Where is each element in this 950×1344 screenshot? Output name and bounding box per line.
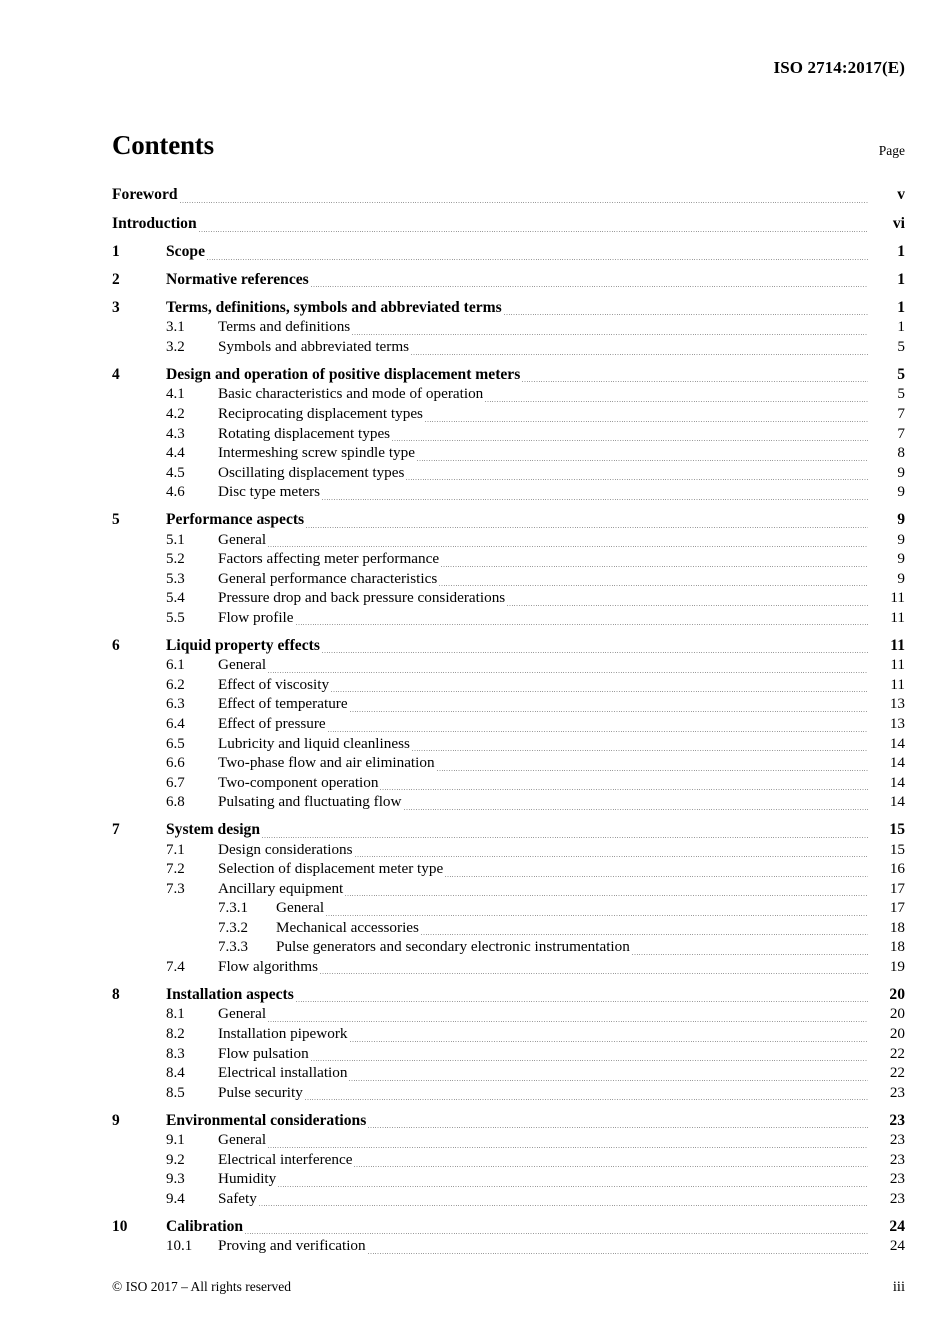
toc-entry-label: Pulse security	[218, 1083, 303, 1101]
toc-entry[interactable]	[112, 405, 905, 425]
dot-leader	[411, 354, 868, 355]
toc-entry[interactable]	[112, 366, 905, 386]
toc-entry-page-number: 15	[889, 840, 905, 858]
dot-leader	[322, 652, 868, 653]
running-header-doc-id: ISO 2714:2017(E)	[773, 58, 905, 77]
toc-entry-label: Introduction	[112, 215, 197, 233]
toc-entry[interactable]	[112, 695, 905, 715]
dot-leader	[199, 231, 868, 232]
toc-entry-label: Environmental considerations	[166, 1111, 367, 1129]
toc-entry-label: Disc type meters	[218, 483, 321, 501]
toc-entry-number: 4	[112, 365, 120, 383]
dot-leader	[437, 770, 868, 771]
dot-leader	[350, 1041, 869, 1042]
dot-leader	[305, 1099, 868, 1100]
toc-entry-label: Terms and definitions	[218, 318, 351, 336]
toc-entry[interactable]	[112, 1084, 905, 1104]
toc-entry-number: 8.5	[166, 1084, 185, 1101]
toc-entry-number: 6.3	[166, 696, 185, 713]
toc-entry-label: Performance aspects	[166, 511, 305, 529]
toc-entry-page-number: 18	[889, 918, 905, 936]
toc-entry-page-number: 1	[897, 318, 905, 336]
toc-entry-number: 6.5	[166, 735, 185, 752]
page-column-header: Page	[878, 143, 905, 158]
toc-entry-label: Design and operation of positive displacement meters	[166, 365, 521, 383]
toc-entry-page-number: 15	[889, 821, 905, 839]
dot-leader	[368, 1127, 868, 1128]
toc-entry-number: 1	[112, 242, 120, 260]
toc-entry-label: Two-component operation	[218, 773, 379, 791]
dot-leader	[417, 460, 868, 461]
toc-entry-number: 9.1	[166, 1132, 185, 1149]
toc-entry-page-number: 11	[890, 589, 905, 607]
toc-entry-page-number: 1	[897, 270, 905, 288]
toc-entry-number: 6.2	[166, 676, 185, 693]
toc-entry-label: Proving and verification	[218, 1237, 366, 1255]
toc-entry-number: 5.2	[166, 551, 185, 568]
dot-leader	[278, 1186, 868, 1187]
toc-entry-page-number: 11	[890, 636, 905, 654]
toc-entry-number: 7.4	[166, 958, 185, 975]
toc-entry-number: 7.3.2	[218, 919, 248, 936]
toc-entry-label: General	[276, 899, 325, 917]
toc-entry-label: Oscillating displacement types	[218, 463, 405, 481]
toc-entry-label: System design	[166, 821, 261, 839]
dot-leader	[354, 1166, 868, 1167]
dot-leader	[331, 691, 868, 692]
dot-leader	[268, 672, 868, 673]
toc-entry-page-number: v	[897, 186, 905, 203]
toc-entry-label: Foreword	[112, 186, 178, 203]
toc-entry-number: 6.7	[166, 774, 185, 791]
toc-entry-page-number: 20	[889, 985, 905, 1003]
toc-entry-page-number: 8	[897, 444, 905, 462]
toc-entry[interactable]	[112, 938, 905, 958]
toc-entry-number: 5.5	[166, 609, 185, 626]
toc-entry-page-number: 20	[889, 1005, 905, 1023]
toc-entry-number: 7.2	[166, 861, 185, 878]
toc-entry-label: Flow pulsation	[218, 1044, 309, 1062]
toc-entry-page-number: 17	[889, 899, 905, 917]
toc-entry-page-number: 11	[890, 656, 905, 674]
dot-leader	[268, 1147, 868, 1148]
toc-entry-page-number: 5	[897, 365, 905, 383]
toc-entry-label: Two-phase flow and air elimination	[218, 754, 435, 772]
toc-entry-number: 7.3.3	[218, 939, 248, 956]
toc-entry[interactable]	[112, 1131, 905, 1151]
toc-entry-label: Ancillary equipment	[218, 879, 344, 897]
toc-entry-label: General	[218, 1005, 267, 1023]
toc-entry-page-number: 18	[889, 938, 905, 956]
toc-entry-page-number: 11	[890, 608, 905, 626]
toc-entry-page-number: vi	[892, 215, 905, 233]
toc-entry[interactable]	[112, 338, 905, 358]
toc-entry-label: Effect of viscosity	[218, 675, 330, 693]
toc-entry[interactable]	[112, 243, 905, 263]
toc-entry[interactable]	[112, 1190, 905, 1210]
toc-entry-number: 9	[112, 1111, 120, 1129]
dot-leader	[350, 711, 868, 712]
toc-entry-page-number: 16	[889, 860, 905, 878]
toc-entry-label: Installation pipework	[218, 1024, 348, 1042]
toc-entry[interactable]	[112, 656, 905, 676]
toc-entry[interactable]	[112, 425, 905, 445]
toc-entry-page-number: 7	[897, 424, 905, 442]
toc-entry[interactable]	[112, 986, 905, 1006]
dot-leader	[355, 856, 868, 857]
toc-entry-page-number: 1	[897, 298, 905, 316]
toc-entry[interactable]	[112, 880, 905, 900]
dot-leader	[311, 1060, 868, 1061]
toc-entry-number: 5.4	[166, 590, 185, 607]
toc-entry-number: 10	[112, 1217, 128, 1235]
toc-entry-label: Pulse generators and secondary electronic instrumentation	[276, 938, 630, 956]
toc-entry-page-number: 24	[889, 1217, 905, 1235]
dot-leader	[320, 973, 868, 974]
toc-entry-number: 3	[112, 298, 120, 316]
toc-entry[interactable]	[112, 511, 905, 531]
toc-entry[interactable]	[112, 1064, 905, 1084]
toc-entry-page-number: 17	[889, 879, 905, 897]
dot-leader	[259, 1205, 868, 1206]
toc-entry[interactable]	[112, 589, 905, 609]
dot-leader	[262, 837, 868, 838]
toc-entry-page-number: 23	[889, 1150, 905, 1168]
toc-entry-page-number: 22	[889, 1064, 905, 1082]
toc-entry[interactable]	[112, 1045, 905, 1065]
toc-entry-label: Terms, definitions, symbols and abbreviated terms	[166, 298, 502, 316]
dot-leader	[522, 381, 868, 382]
toc-entry-number: 8.1	[166, 1006, 185, 1023]
toc-entry-number: 4.3	[166, 425, 185, 442]
toc-entry-page-number: 23	[889, 1189, 905, 1207]
toc-entry-page-number: 23	[889, 1170, 905, 1188]
toc-entry-number: 5.1	[166, 531, 185, 548]
toc-entry-page-number: 5	[897, 385, 905, 403]
dot-leader	[485, 401, 868, 402]
dot-leader	[296, 624, 868, 625]
toc-entry-label: Calibration	[166, 1217, 244, 1235]
dot-leader	[380, 789, 868, 790]
toc-entry[interactable]	[112, 1025, 905, 1045]
toc-entry-label: Selection of displacement meter type	[218, 860, 444, 878]
dot-leader	[439, 585, 868, 586]
toc-entry-label: Electrical installation	[218, 1064, 348, 1082]
toc-entry-label: Pulsating and fluctuating flow	[218, 793, 402, 811]
toc-entry[interactable]	[112, 774, 905, 794]
dot-leader	[268, 546, 868, 547]
toc-entry-label: Liquid property effects	[166, 636, 320, 654]
toc-entry-number: 6	[112, 636, 120, 654]
toc-entry[interactable]	[112, 1170, 905, 1190]
toc-entry[interactable]	[112, 464, 905, 484]
toc-entry-number: 4.4	[166, 445, 185, 462]
toc-entry-label: Flow algorithms	[218, 957, 318, 975]
dot-leader	[328, 731, 868, 732]
toc-entry-number: 7.3.1	[218, 900, 248, 917]
toc-entry-page-number: 24	[889, 1237, 905, 1255]
toc-entry-page-number: 5	[897, 337, 905, 355]
toc-entry-label: Safety	[218, 1189, 257, 1207]
toc-entry-label: General	[218, 1131, 267, 1149]
toc-entry-number: 5	[112, 511, 120, 529]
toc-entry-page-number: 9	[897, 569, 905, 587]
toc-entry[interactable]	[112, 715, 905, 735]
toc-entry[interactable]	[112, 1112, 905, 1132]
dot-leader	[352, 334, 868, 335]
toc-entry-label: Rotating displacement types	[218, 424, 391, 442]
toc-entry-page-number: 23	[889, 1131, 905, 1149]
toc-entry-page-number: 22	[889, 1044, 905, 1062]
toc-entry-label: Electrical interference	[218, 1150, 353, 1168]
toc-entry[interactable]	[112, 754, 905, 774]
dot-leader	[507, 605, 868, 606]
toc-entry-page-number: 13	[889, 714, 905, 732]
toc-entry[interactable]	[112, 483, 905, 503]
toc-entry[interactable]	[112, 1005, 905, 1025]
toc-entry-label: General performance characteristics	[218, 569, 438, 587]
page-footer	[112, 1279, 905, 1297]
dot-leader	[441, 566, 868, 567]
toc-entry-label: Flow profile	[218, 608, 294, 626]
toc-entry-label: Effect of temperature	[218, 695, 348, 713]
toc-entry-page-number: 14	[889, 793, 905, 811]
toc-entry-page-number: 23	[889, 1111, 905, 1129]
toc-entry-number: 6.8	[166, 794, 185, 811]
toc-entry-page-number: 9	[897, 511, 905, 529]
toc-entry[interactable]	[112, 1218, 905, 1238]
toc-entry-number: 7	[112, 821, 120, 839]
toc-entry-number: 7.1	[166, 841, 185, 858]
toc-entry-number: 8	[112, 985, 120, 1003]
toc-entry[interactable]	[112, 860, 905, 880]
footer-page-number: iii	[892, 1279, 905, 1295]
toc-entry-number: 10.1	[166, 1238, 193, 1255]
toc-entry-label: Effect of pressure	[218, 714, 326, 732]
dot-leader	[632, 954, 868, 955]
toc-entry-number: 3.1	[166, 319, 185, 336]
dot-leader	[180, 202, 868, 203]
toc-entry[interactable]	[112, 609, 905, 629]
toc-entry-number: 2	[112, 270, 120, 288]
dot-leader	[349, 1080, 868, 1081]
toc-entry-number: 9.3	[166, 1171, 185, 1188]
toc-entry[interactable]	[112, 215, 905, 235]
toc-entry[interactable]	[112, 1151, 905, 1171]
toc-entry-number: 6.1	[166, 657, 185, 674]
toc-entry-page-number: 9	[897, 550, 905, 568]
toc-entry-label: Humidity	[218, 1170, 277, 1188]
toc-entry[interactable]	[112, 676, 905, 696]
dot-leader	[392, 440, 868, 441]
toc-entry-page-number: 14	[889, 754, 905, 772]
toc-entry[interactable]	[112, 444, 905, 464]
toc-entry-page-number: 14	[889, 773, 905, 791]
dot-leader	[445, 876, 868, 877]
toc-entry-label: Intermeshing screw spindle type	[218, 444, 415, 462]
toc-entry-label: Pressure drop and back pressure considerations	[218, 589, 506, 607]
dot-leader	[245, 1233, 868, 1234]
toc-entry-page-number: 13	[889, 695, 905, 713]
dot-leader	[345, 895, 868, 896]
toc-entry-number: 4.5	[166, 464, 185, 481]
toc-entry-page-number: 1	[897, 242, 905, 260]
toc-entry-label: General	[218, 656, 267, 674]
toc-entry-page-number: 9	[897, 463, 905, 481]
toc-entry-label: Factors affecting meter performance	[218, 550, 440, 568]
dot-leader	[306, 527, 868, 528]
toc-entry-number: 9.4	[166, 1190, 185, 1207]
toc-entry-label: Installation aspects	[166, 985, 294, 1003]
dot-leader	[412, 750, 868, 751]
toc-entry-label: Scope	[166, 242, 205, 260]
toc-entry-number: 8.4	[166, 1065, 185, 1082]
dot-leader	[406, 479, 868, 480]
toc-entry[interactable]	[112, 299, 905, 319]
toc-entry-number: 8.2	[166, 1025, 185, 1042]
toc-entry-page-number: 9	[897, 530, 905, 548]
toc-entry-page-number: 19	[889, 957, 905, 975]
copyright-notice: © ISO 2017 – All rights reserved	[112, 1279, 291, 1294]
toc-entry[interactable]	[112, 958, 905, 978]
toc-entry-number: 5.3	[166, 570, 185, 587]
toc-entry[interactable]	[112, 186, 905, 206]
toc-entry-label: Basic characteristics and mode of operation	[218, 385, 484, 403]
toc-entry[interactable]	[112, 637, 905, 657]
toc-entry-page-number: 7	[897, 404, 905, 422]
toc-entry-number: 4.1	[166, 386, 185, 403]
table-of-contents	[112, 186, 905, 1257]
toc-entry-page-number: 14	[889, 734, 905, 752]
toc-entry-number: 4.6	[166, 484, 185, 501]
toc-entry[interactable]	[112, 793, 905, 813]
toc-entry-page-number: 23	[889, 1083, 905, 1101]
dot-leader	[504, 314, 868, 315]
toc-entry[interactable]	[112, 570, 905, 590]
toc-entry-page-number: 20	[889, 1024, 905, 1042]
toc-entry-label: Design considerations	[218, 840, 353, 858]
toc-entry-page-number: 9	[897, 483, 905, 501]
dot-leader	[311, 286, 868, 287]
toc-entry-number: 9.2	[166, 1151, 185, 1168]
dot-leader	[322, 499, 868, 500]
toc-entry[interactable]	[112, 385, 905, 405]
toc-entry-label: Lubricity and liquid cleanliness	[218, 734, 410, 752]
contents-title-row	[112, 129, 905, 163]
toc-entry[interactable]	[112, 318, 905, 338]
dot-leader	[425, 421, 868, 422]
page-title: Contents	[112, 130, 214, 160]
toc-entry-label: Normative references	[166, 270, 309, 288]
dot-leader	[207, 259, 868, 260]
toc-entry[interactable]	[112, 1237, 905, 1257]
toc-entry[interactable]	[112, 919, 905, 939]
toc-entry-label: General	[218, 530, 267, 548]
toc-entry-number: 4.2	[166, 405, 185, 422]
toc-entry[interactable]	[112, 821, 905, 841]
dot-leader	[326, 915, 868, 916]
toc-entry[interactable]	[112, 531, 905, 551]
toc-entry[interactable]	[112, 735, 905, 755]
toc-entry[interactable]	[112, 899, 905, 919]
toc-entry-number: 6.6	[166, 755, 185, 772]
toc-entry[interactable]	[112, 271, 905, 291]
toc-entry-number: 6.4	[166, 715, 185, 732]
toc-entry-page-number: 11	[890, 675, 905, 693]
toc-entry-label: Symbols and abbreviated terms	[218, 337, 410, 355]
toc-entry-number: 7.3	[166, 880, 185, 897]
dot-leader	[296, 1001, 868, 1002]
dot-leader	[404, 809, 869, 810]
toc-entry[interactable]	[112, 841, 905, 861]
toc-entry-number: 3.2	[166, 338, 185, 355]
dot-leader	[368, 1253, 868, 1254]
dot-leader	[421, 934, 868, 935]
dot-leader	[268, 1021, 868, 1022]
toc-entry[interactable]	[112, 550, 905, 570]
toc-entry-label: Mechanical accessories	[276, 918, 419, 936]
toc-entry-label: Reciprocating displacement types	[218, 404, 423, 422]
toc-entry-number: 8.3	[166, 1045, 185, 1062]
